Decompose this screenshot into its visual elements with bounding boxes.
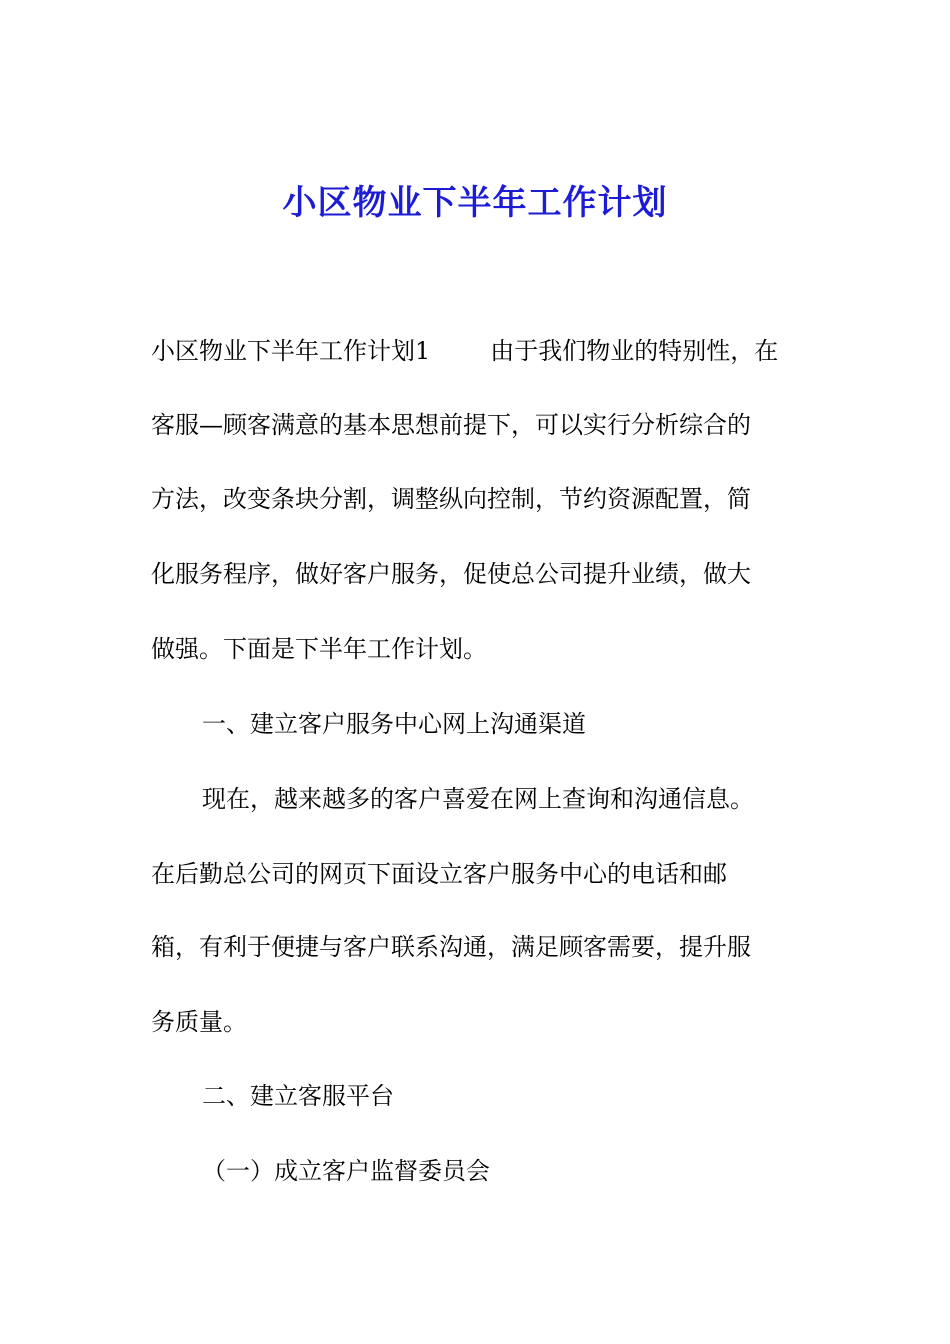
subsection-heading: （一）成立客户监督委员会 <box>202 1157 490 1185</box>
paragraph-line: 现在，越来越多的客户喜爱在网上查询和沟通信息。 <box>202 785 754 813</box>
section-heading: 一、建立客户服务中心网上沟通渠道 <box>202 710 586 738</box>
paragraph-line: 在后勤总公司的网页下面设立客户服务中心的电话和邮 <box>151 860 727 888</box>
paragraph-line: 务质量。 <box>151 1008 247 1036</box>
document-title: 小区物业下半年工作计划 <box>282 183 668 223</box>
section-heading: 二、建立客服平台 <box>202 1082 394 1110</box>
section-heading-inline: 小区物业下半年工作计划1 <box>151 337 431 365</box>
paragraph-line: 化服务程序，做好客户服务，促使总公司提升业绩，做大 <box>151 560 751 588</box>
paragraph-line: 方法，改变条块分割，调整纵向控制，节约资源配置，简 <box>151 485 751 513</box>
paragraph-text: 由于我们物业的特别性，在 <box>490 337 779 365</box>
paragraph-line: 做强。下面是下半年工作计划。 <box>151 635 487 663</box>
paragraph-line: 客服—顾客满意的基本思想前提下，可以实行分析综合的 <box>151 411 751 439</box>
paragraph-line <box>151 333 778 369</box>
paragraph-line: 箱，有利于便捷与客户联系沟通，满足顾客需要，提升服 <box>151 933 751 961</box>
